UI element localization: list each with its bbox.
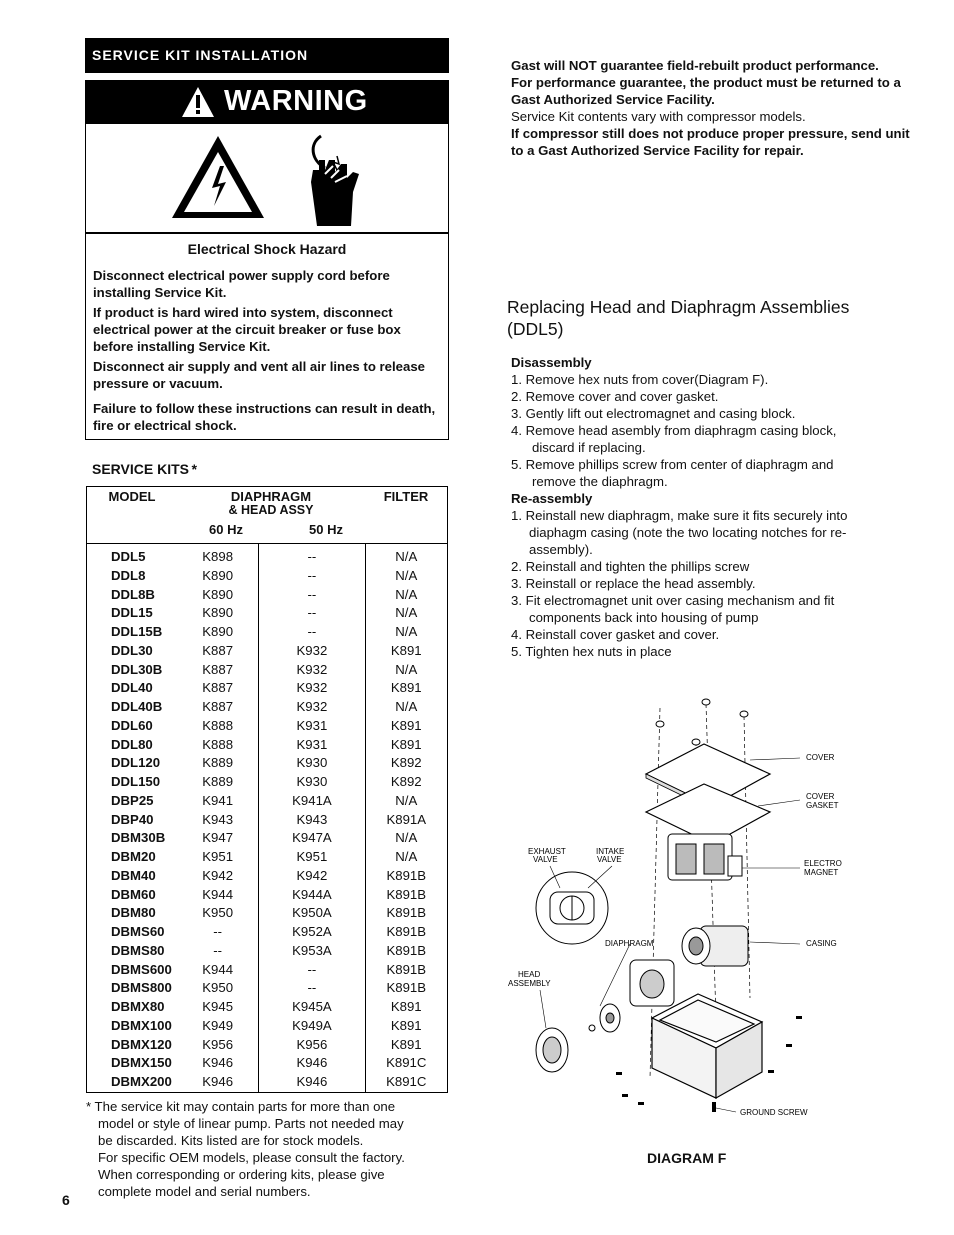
warning-paragraph: Disconnect air supply and vent all air lines to release pressure or vacuum.: [93, 359, 426, 391]
cell-60hz: K942: [177, 867, 259, 886]
reassembly-step: 1. Reinstall new diaphragm, make sure it fits securely into diaphagm casing (note the two locating notches for re-assembly).: [511, 508, 848, 557]
header-filter-text: FILTER: [383, 489, 429, 504]
table-row: [87, 642, 448, 661]
table-row: [87, 829, 448, 848]
service-kits-table: [86, 486, 448, 1093]
table-row: [87, 586, 448, 605]
cell-model: DBP25: [111, 792, 154, 808]
cell-model: DDL60: [111, 717, 153, 733]
cell-filter: K891: [390, 680, 422, 696]
gast-note: Service Kit contents vary with compressor models.: [511, 109, 806, 124]
cell-50hz: K930: [259, 754, 365, 773]
disassembly-step: 3. Gently lift out electromagnet and casing block.: [511, 406, 796, 421]
table-row: [87, 679, 448, 698]
cell-filter: K892: [390, 755, 422, 771]
cell-50hz: K946: [259, 1054, 365, 1073]
cell-50hz: K947A: [259, 829, 365, 848]
table-row: [87, 867, 448, 886]
cell-model: DDL15: [111, 605, 153, 621]
warning-bar: [86, 81, 448, 124]
reassembly-step: 3. Fit electromagnet unit over casing mechanism and fit components back into housing of pump: [511, 593, 835, 625]
service-kit-header: SERVICE KIT INSTALLATION: [85, 38, 449, 73]
cell-50hz: K953A: [259, 942, 365, 961]
header-model: [87, 487, 178, 544]
cell-60hz: K949: [177, 1017, 259, 1036]
table-row: [87, 754, 448, 773]
cell-60hz: K890: [177, 567, 259, 586]
cell-model: DDL120: [111, 755, 161, 771]
table-row: [87, 848, 448, 867]
footnote-line: * The service kit may contain parts for more than one: [86, 1099, 396, 1114]
table-row: [87, 717, 448, 736]
label-casing: CASING: [806, 939, 837, 948]
cell-filter: K891B: [386, 905, 427, 921]
cell-60hz: K887: [177, 698, 259, 717]
cell-model: DBM20: [111, 849, 156, 864]
header-model-text: MODEL: [108, 489, 156, 504]
reassembly-step: 4. Reinstall cover gasket and cover.: [511, 627, 720, 642]
cell-model: DBMS800: [111, 980, 172, 996]
disassembly-step: 1. Remove hex nuts from cover(Diagram F).: [511, 372, 769, 387]
footnote-line: complete model and serial numbers.: [98, 1184, 311, 1199]
cell-60hz: K887: [177, 642, 259, 661]
cell-filter: N/A: [395, 830, 418, 846]
table-row: [87, 811, 448, 830]
header-50hz: 50 Hz: [309, 522, 343, 537]
cell-model: DBMX200: [111, 1074, 172, 1089]
disassembly-step: 4. Remove head asembly from diaphragm casing block, discard if replacing.: [511, 423, 837, 455]
cell-50hz: --: [259, 623, 365, 642]
cell-50hz: K950A: [259, 904, 365, 923]
warning-paragraph: Disconnect electrical power supply cord before installing Service Kit.: [93, 268, 390, 300]
label-head-assembly: ASSEMBLY: [508, 979, 551, 988]
warning-triangle-icon: [180, 85, 216, 119]
cell-model: DBM60: [111, 886, 156, 902]
table-row: [87, 736, 448, 755]
cell-60hz: K887: [177, 661, 259, 680]
label-exhaust-valve: VALVE: [533, 855, 558, 864]
cell-50hz: K931: [259, 736, 365, 755]
cell-filter: N/A: [395, 567, 418, 583]
cell-60hz: K946: [177, 1054, 259, 1073]
cell-filter: N/A: [395, 661, 418, 677]
cell-50hz: K932: [259, 642, 365, 661]
table-row: [87, 886, 448, 905]
footnote-line: be discarded. Kits listed are for stock models.: [98, 1133, 364, 1148]
cell-60hz: K947: [177, 829, 259, 848]
cell-filter: K891B: [386, 867, 427, 883]
cell-filter: K891B: [386, 961, 427, 977]
cell-model: DDL40: [111, 680, 153, 696]
kits-footnote: [86, 1098, 451, 1200]
cell-filter: K891: [390, 642, 422, 658]
table-row: [87, 1073, 448, 1092]
warning-box: [85, 80, 449, 440]
cell-filter: K891: [390, 999, 422, 1014]
table-row: [87, 904, 448, 923]
cell-50hz: K942: [259, 867, 365, 886]
cell-50hz: K941A: [259, 792, 365, 811]
label-ground-screw: GROUND SCREW: [740, 1108, 808, 1117]
table-row: [87, 792, 448, 811]
section-title: Replacing Head and Diaphragm Assemblies (DDL5): [507, 297, 850, 339]
cell-50hz: --: [259, 979, 365, 998]
cell-50hz: --: [259, 604, 365, 623]
cell-60hz: K945: [177, 998, 259, 1017]
cell-filter: K891A: [386, 811, 427, 827]
cell-60hz: K950: [177, 979, 259, 998]
electrical-hazard-icon: [168, 132, 268, 222]
table-row: [87, 979, 448, 998]
cell-50hz: K930: [259, 773, 365, 792]
cell-50hz: K944A: [259, 886, 365, 905]
cell-filter: K891C: [386, 1055, 427, 1071]
header-diaphragm-line2: & HEAD ASSY: [228, 503, 314, 517]
instructions: [511, 354, 911, 660]
warning-title: WARNING: [224, 85, 368, 117]
cell-filter: K892: [390, 774, 422, 789]
cell-model: DBMS60: [111, 924, 165, 939]
cell-filter: N/A: [395, 699, 418, 714]
cell-filter: K891B: [386, 942, 427, 958]
header-diaphragm-line1: DIAPHRAGM: [230, 489, 312, 504]
label-cover-gasket: GASKET: [806, 801, 839, 810]
cell-filter: N/A: [395, 792, 418, 808]
cell-filter: K891C: [386, 1074, 427, 1089]
label-exhaust-valve: EXHAUST: [528, 847, 566, 856]
cell-60hz: K898: [177, 544, 259, 567]
cell-60hz: K890: [177, 604, 259, 623]
cell-50hz: K951: [259, 848, 365, 867]
table-header-row: [87, 487, 448, 544]
header-diaphragm: [177, 487, 365, 544]
service-kits-title: [92, 461, 196, 477]
footnote-marker: *: [191, 461, 197, 477]
label-electromagnet: MAGNET: [804, 868, 839, 877]
table-row: [87, 1036, 448, 1055]
table-row: [87, 567, 448, 586]
disassembly-step: 5. Remove phillips screw from center of diaphragm and remove the diaphragm.: [511, 457, 834, 489]
cell-model: DDL8: [111, 567, 146, 583]
cell-60hz: K956: [177, 1036, 259, 1055]
cell-model: DBM30B: [111, 830, 166, 846]
header-60hz: 60 Hz: [209, 522, 243, 537]
cell-model: DBM40: [111, 867, 156, 883]
cell-50hz: --: [259, 567, 365, 586]
cell-50hz: K932: [259, 698, 365, 717]
cell-model: DDL30: [111, 642, 153, 658]
label-cover-gasket: COVER: [806, 792, 835, 801]
table-row: [87, 998, 448, 1017]
cell-50hz: K932: [259, 679, 365, 698]
kits-table-body: [87, 544, 448, 1093]
cell-filter: N/A: [395, 586, 418, 602]
cell-50hz: K932: [259, 661, 365, 680]
warning-paragraph: If product is hard wired into system, disconnect electrical power at the circuit breaker or fuse box before installing Service Kit.: [93, 305, 401, 354]
cell-60hz: K889: [177, 754, 259, 773]
cell-filter: K891: [390, 1036, 422, 1052]
warning-paragraph: Failure to follow these instructions can result in death, fire or electrical shock.: [93, 401, 436, 433]
cell-model: DBP40: [111, 811, 154, 827]
cell-60hz: K887: [177, 679, 259, 698]
cell-50hz: K931: [259, 717, 365, 736]
cell-50hz: --: [259, 586, 365, 605]
cell-filter: N/A: [395, 624, 418, 639]
label-electromagnet: ELECTRO: [804, 859, 842, 868]
cell-50hz: K946: [259, 1073, 365, 1092]
footnote-line: For specific OEM models, please consult the factory.: [98, 1150, 405, 1165]
table-row: [87, 544, 448, 567]
cell-60hz: --: [177, 942, 259, 961]
disassembly-step: 2. Remove cover and cover gasket.: [511, 389, 719, 404]
table-row: [87, 698, 448, 717]
cell-model: DBM80: [111, 905, 156, 921]
table-row: [87, 1054, 448, 1073]
cell-model: DDL150: [111, 774, 161, 789]
cell-60hz: K943: [177, 811, 259, 830]
service-kits-title-text: SERVICE KITS: [92, 461, 189, 477]
cell-model: DBMX120: [111, 1036, 172, 1052]
table-row: [87, 604, 448, 623]
cell-model: DBMS600: [111, 961, 172, 977]
cell-60hz: K950: [177, 904, 259, 923]
cell-filter: K891B: [386, 924, 427, 939]
cell-filter: K891B: [386, 886, 427, 902]
footnote-line: When corresponding or ordering kits, please give: [98, 1167, 385, 1182]
cell-model: DBMX100: [111, 1017, 172, 1033]
reassembly-step: 3. Reinstall or replace the head assembly.: [511, 576, 756, 591]
cell-50hz: --: [259, 544, 365, 567]
cell-model: DDL5: [111, 549, 146, 564]
gast-notes: [511, 57, 911, 159]
reassembly-step: 5. Tighten hex nuts in place: [511, 644, 672, 659]
cell-60hz: K890: [177, 586, 259, 605]
cell-model: DDL80: [111, 736, 153, 752]
cell-50hz: K956: [259, 1036, 365, 1055]
cell-50hz: K943: [259, 811, 365, 830]
pump-exploded-diagram: [500, 688, 842, 1128]
cell-60hz: K941: [177, 792, 259, 811]
cell-filter: N/A: [395, 849, 418, 864]
label-intake-valve: INTAKE: [596, 847, 625, 856]
cell-model: DBMX150: [111, 1055, 172, 1071]
cell-filter: K891: [390, 1017, 422, 1033]
cell-50hz: --: [259, 961, 365, 980]
gast-note-bold: If compressor still does not produce proper pressure, send unit to a Gast Authorized Service Facility for repair.: [511, 126, 910, 158]
cell-filter: K891: [390, 736, 422, 752]
cell-50hz: K945A: [259, 998, 365, 1017]
disassembly-heading: Disassembly: [511, 355, 592, 370]
table-row: [87, 923, 448, 942]
table-row: [87, 1017, 448, 1036]
cell-60hz: K889: [177, 773, 259, 792]
cell-60hz: K888: [177, 736, 259, 755]
label-cover: COVER: [806, 753, 835, 762]
cell-model: DDL40B: [111, 699, 163, 714]
table-row: [87, 942, 448, 961]
diagram-caption: DIAGRAM F: [647, 1150, 727, 1166]
table-row: [87, 961, 448, 980]
label-intake-valve: VALVE: [597, 855, 622, 864]
cell-filter: N/A: [395, 605, 418, 621]
reassembly-step: 2. Reinstall and tighten the phillips screw: [511, 559, 750, 574]
label-head-assembly: HEAD: [518, 970, 541, 979]
cell-60hz: --: [177, 923, 259, 942]
cell-50hz: K949A: [259, 1017, 365, 1036]
page-number: 6: [62, 1192, 70, 1208]
cell-model: DBMX80: [111, 999, 165, 1014]
shock-hazard-title: Electrical Shock Hazard: [187, 241, 347, 257]
reassembly-heading: Re-assembly: [511, 491, 593, 506]
cell-60hz: K944: [177, 961, 259, 980]
cell-model: DDL30B: [111, 661, 163, 677]
gast-note-bold: For performance guarantee, the product must be returned to a Gast Authorized Service Facility.: [511, 75, 901, 107]
cell-filter: N/A: [395, 549, 418, 564]
label-diaphragm: DIAPHRAGM: [605, 939, 654, 948]
cell-60hz: K890: [177, 623, 259, 642]
table-row: [87, 623, 448, 642]
hand-shock-icon: [291, 130, 381, 226]
cell-60hz: K951: [177, 848, 259, 867]
cell-60hz: K946: [177, 1073, 259, 1092]
cell-60hz: K944: [177, 886, 259, 905]
table-row: [87, 773, 448, 792]
table-row: [87, 661, 448, 680]
header-filter: [365, 487, 448, 544]
cell-50hz: K952A: [259, 923, 365, 942]
cell-model: DDL15B: [111, 624, 163, 639]
gast-note-bold: Gast will NOT guarantee field-rebuilt product performance.: [511, 58, 879, 73]
cell-60hz: K888: [177, 717, 259, 736]
cell-filter: K891B: [386, 980, 427, 996]
cell-model: DBMS80: [111, 942, 165, 958]
cell-filter: K891: [390, 717, 422, 733]
hazard-icons: [86, 124, 448, 234]
footnote-line: model or style of linear pump. Parts not needed may: [98, 1116, 404, 1131]
cell-model: DDL8B: [111, 586, 155, 602]
